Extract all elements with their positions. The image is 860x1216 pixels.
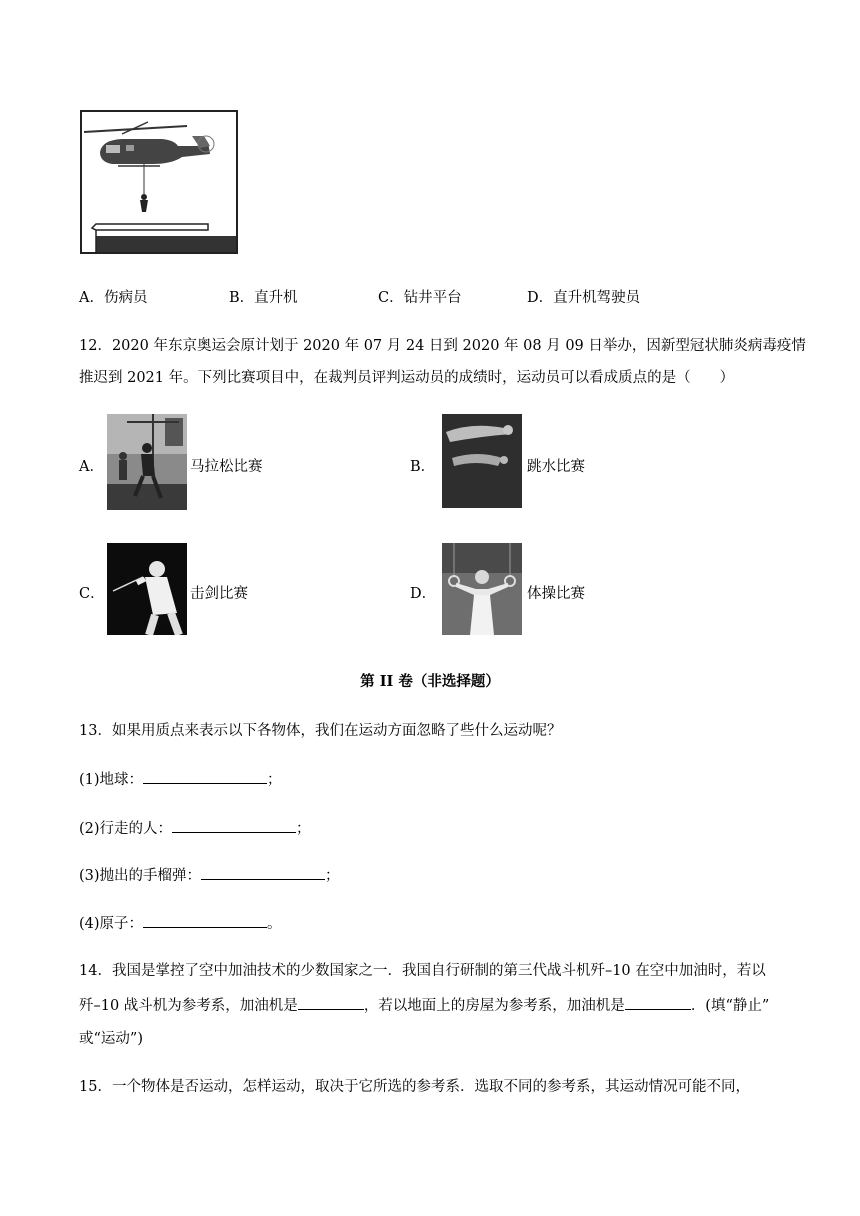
answer-blank[interactable] [143,913,267,928]
answer-blank[interactable] [143,769,267,784]
item-end: ； [296,821,311,837]
helicopter-figure [80,110,238,254]
diving-illustration [442,414,522,508]
q12-option-c-letter: C． [79,586,105,602]
q13-item-2 [79,817,311,838]
option-text: 直升机 [254,290,298,306]
diving-photo [442,414,522,508]
section-title: 第 II 卷（非选择题） [360,673,500,690]
item-label: (4)原子： [79,916,144,932]
item-label: (3)抛出的手榴弹： [79,868,202,884]
gymnastics-illustration [442,543,522,635]
option-letter: A． [79,290,104,306]
marathon-photo [107,414,187,510]
fencing-photo [107,543,187,635]
q14-text-a: 歼–10 战斗机为参考系，加油机是 [79,998,298,1014]
answer-blank[interactable] [201,865,325,880]
q11-option-c [378,286,462,307]
q14-text-b: ，若以地面上的房屋为参考系，加油机是 [363,998,625,1014]
q12-stem-line2: 推迟到 2021 年。下列比赛项目中，在裁判员评判运动员的成绩时，运动员可以看成质点的是（ ） [79,370,735,386]
q14-line1: 14．我国是掌控了空中加油技术的少数国家之一．我国自行研制的第三代战斗机歼–10 在空中加油时，若以 [79,963,766,979]
q11-option-d [527,286,640,307]
q12-stem-line1: 12．2020 年东京奥运会原计划于 2020 年 07 月 24 日到 2020 年 08 月 09 日举办，因新型冠状肺炎病毒疫情 [79,338,806,354]
option-letter: C． [378,290,404,306]
q12-option-a-text: 马拉松比赛 [190,459,263,475]
answer-blank[interactable] [625,995,691,1010]
q13-item-3 [79,864,340,885]
q14-line3: 或“运动”) [79,1031,143,1047]
q12-option-c-text: 击剑比赛 [190,586,248,602]
q13-item-4 [79,912,282,933]
q12-option-a-letter: A． [79,459,104,475]
q14-text-c: ．(填“静止” [690,998,770,1014]
q14-line2 [79,994,769,1015]
helicopter-illustration [82,112,236,252]
fencing-illustration [107,543,187,635]
option-letter: B． [229,290,255,306]
marathon-illustration [107,414,187,510]
q12-option-b-text: 跳水比赛 [527,459,585,475]
option-text: 直升机驾驶员 [553,290,641,306]
q12-option-d-text: 体操比赛 [527,586,585,602]
item-end: ； [267,772,282,788]
item-end: 。 [267,916,282,932]
option-letter: D． [527,290,554,306]
q13-item-1 [79,768,282,789]
item-label: (1)地球： [79,772,144,788]
answer-blank[interactable] [172,818,296,833]
item-label: (2)行走的人： [79,821,173,837]
q12-option-b-letter: B． [410,459,436,475]
q11-option-a [79,286,147,307]
item-end: ； [325,868,340,884]
q13-stem: 13．如果用质点来表示以下各物体，我们在运动方面忽略了些什么运动呢？ [79,723,562,739]
gymnastics-photo [442,543,522,635]
answer-blank[interactable] [298,995,364,1010]
option-text: 钻井平台 [403,290,462,306]
q11-option-b [229,286,298,307]
q12-option-d-letter: D． [410,586,437,602]
option-text: 伤病员 [103,290,148,306]
q15-line1: 15．一个物体是否运动，怎样运动，取决于它所选的参考系．选取不同的参考系，其运动情况可能不同， [79,1079,750,1095]
